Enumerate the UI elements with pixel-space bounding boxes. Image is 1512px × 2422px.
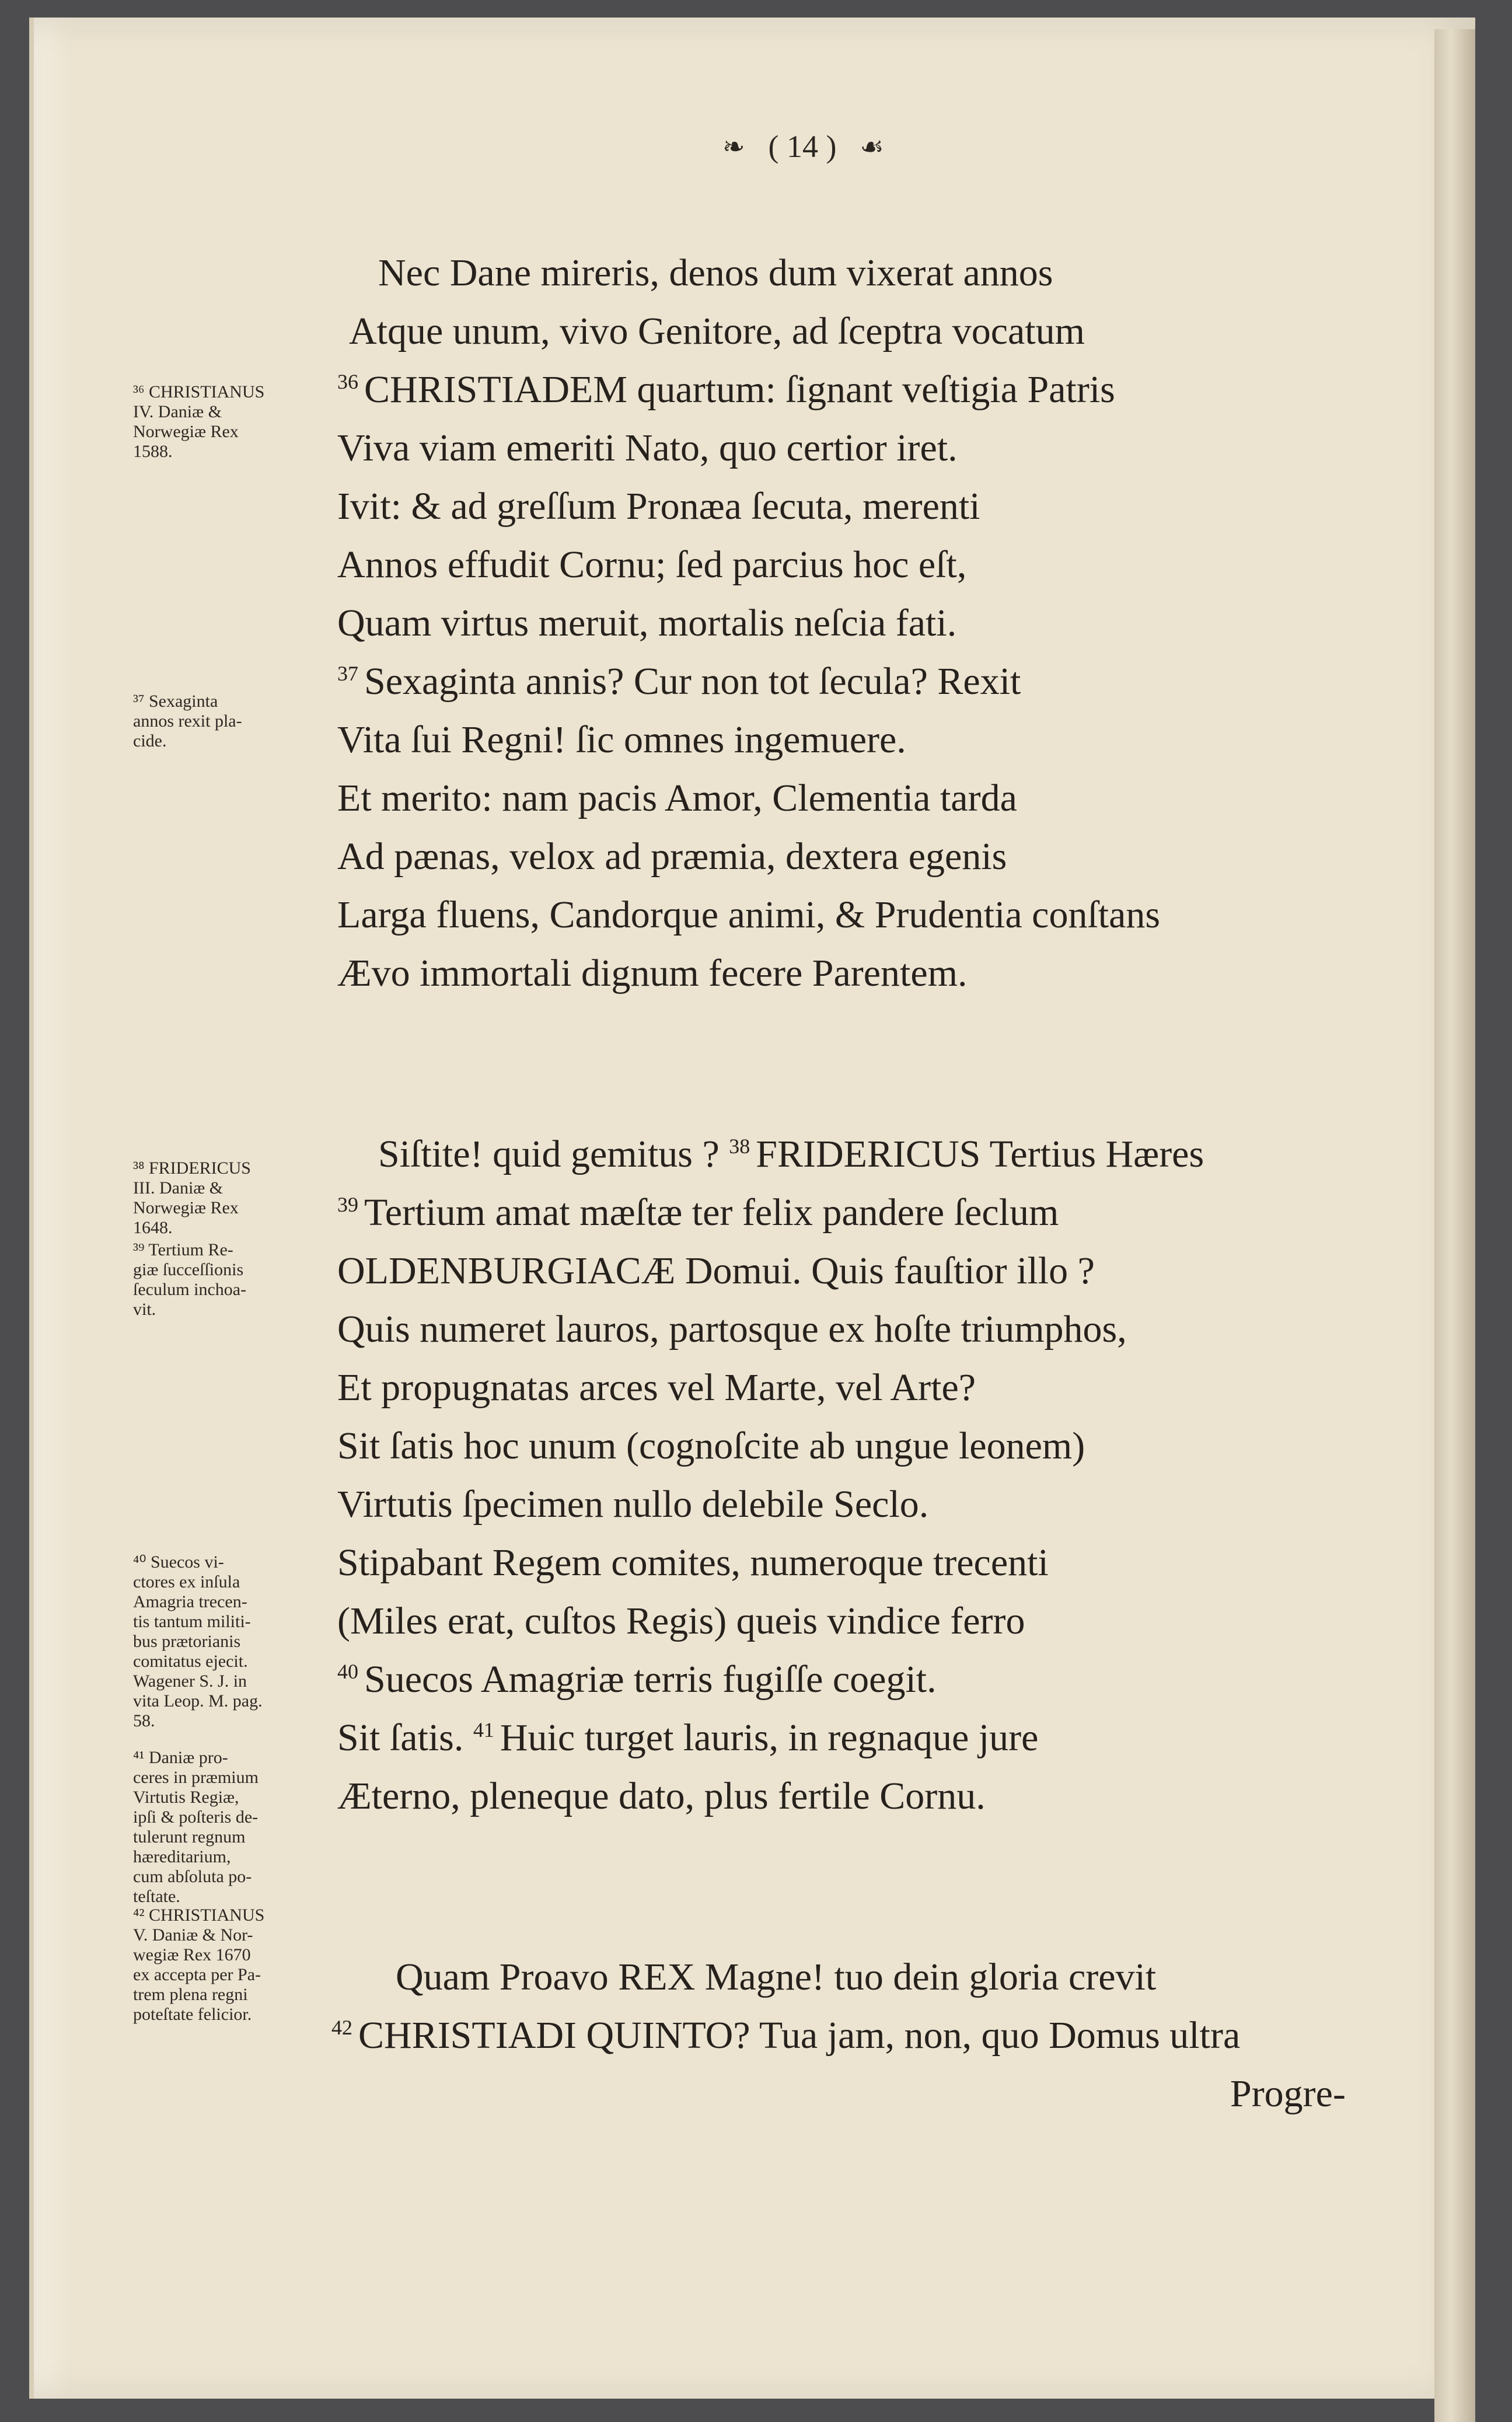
verse-line: Larga fluens, Candorque animi, & Prudentia conſtans	[337, 894, 1161, 936]
catchword: Progre-	[1230, 2072, 1346, 2115]
book-page	[29, 18, 1475, 2399]
verse-line: $^{39}$ Tertium amat mæſtæ ter felix pandere ſeclum	[337, 1191, 1059, 1234]
next-page-edge	[1434, 29, 1475, 2422]
verse-line: Et propugnatas arces vel Marte, vel Arte?	[337, 1366, 976, 1409]
verse-line: $^{37}$ Sexaginta annis? Cur non tot ſecula? Rexit	[337, 660, 1021, 703]
verse-line: (Miles erat, cuſtos Regis) queis vindice ferro	[337, 1600, 1025, 1642]
verse-line: Vita ſui Regni! ſic omnes ingemuere.	[337, 718, 906, 761]
verse-line: Sit ſatis hoc unum (cognoſcite ab ungue leonem)	[337, 1425, 1085, 1467]
verse-line: Stipabant Regem comites, numeroque trecenti	[337, 1541, 1049, 1584]
verse-line: Ivit: & ad greſſum Pronæa ſecuta, merenti	[337, 485, 980, 528]
verse-line: OLDENBURGIACÆ Domui. Quis fauſtior illo ?	[337, 1250, 1095, 1292]
verse-line: Quam virtus meruit, mortalis neſcia fati.	[337, 602, 957, 644]
verse-line: Siſtite! quid gemitus ? $^{38}$ FRIDERICUS Tertius Hæres	[378, 1133, 1204, 1175]
verse-line: Quam Proavo REX Magne! tuo dein gloria crevit	[396, 1956, 1157, 1998]
marginal-note-42: ⁴² CHRISTIANUS V. Daniæ & Nor- wegiæ Rex 1670 ex accepta per Pa- trem plena regni poteſtate felicior.	[133, 1906, 265, 2024]
verse-line: Quis numeret lauros, partosque ex hoſte triumphos,	[337, 1308, 1127, 1350]
verse-line: Ad pænas, velox ad præmia, dextera egenis	[337, 835, 1007, 878]
marginal-note-36: ³⁶ CHRISTIANUS IV. Daniæ & Norwegiæ Rex 1588.	[133, 382, 265, 461]
marginal-note-40: ⁴⁰ Suecos vi- ctores ex inſula Amagria trecen- tis tantum militi- bus prætorianis comitatus ejecit. Wagener S. J. in vita Leop. M. pag. 58.	[133, 1552, 263, 1730]
ornament-left-icon: ❧	[722, 132, 745, 162]
verse-line: Æterno, pleneque dato, plus fertile Cornu.	[337, 1775, 986, 1817]
marginal-note-38: ³⁸ FRIDERICUS III. Daniæ & Norwegiæ Rex 1648.	[133, 1158, 251, 1237]
verse-line: Sit ſatis. $^{41}$ Huic turget lauris, in regnaque jure	[337, 1716, 1039, 1759]
verse-line: Nec Dane mireris, denos dum vixerat annos	[378, 252, 1053, 294]
page-number: ( 14 )	[768, 129, 837, 164]
verse-line: Et merito: nam pacis Amor, Clementia tarda	[337, 777, 1017, 819]
marginal-note-41: ⁴¹ Daniæ pro- ceres in præmium Virtutis Regiæ, ipſi & poſteris de- tulerunt regnum hæreditarium, cum abſoluta po- teſtate.	[133, 1748, 259, 1906]
verse-line: Ævo immortali dignum fecere Parentem.	[337, 952, 968, 994]
verse-line: Viva viam emeriti Nato, quo certior iret.	[337, 427, 958, 469]
verse-line: Atque unum, vivo Genitore, ad ſceptra vocatum	[349, 310, 1085, 353]
verse-line: $^{42}$ CHRISTIADI QUINTO? Tua jam, non, quo Domus ultra	[331, 2014, 1241, 2057]
ornament-right-icon: ☙	[860, 132, 884, 162]
marginal-note-37: ³⁷ Sexaginta annos rexit pla- cide.	[133, 692, 242, 751]
verse-line: $^{36}$ CHRISTIADEM quartum: ſignant veſtigia Patris	[337, 368, 1115, 411]
page-header	[722, 128, 884, 165]
verse-line: Virtutis ſpecimen nullo delebile Seclo.	[337, 1483, 929, 1526]
verse-line: $^{40}$ Suecos Amagriæ terris fugiſſe coegit.	[337, 1658, 937, 1701]
marginal-note-39: ³⁹ Tertium Re- giæ ſucceſſionis ſeculum inchoa- vit.	[133, 1240, 247, 1319]
verse-line: Annos effudit Cornu; ſed parcius hoc eſt,	[337, 543, 967, 586]
